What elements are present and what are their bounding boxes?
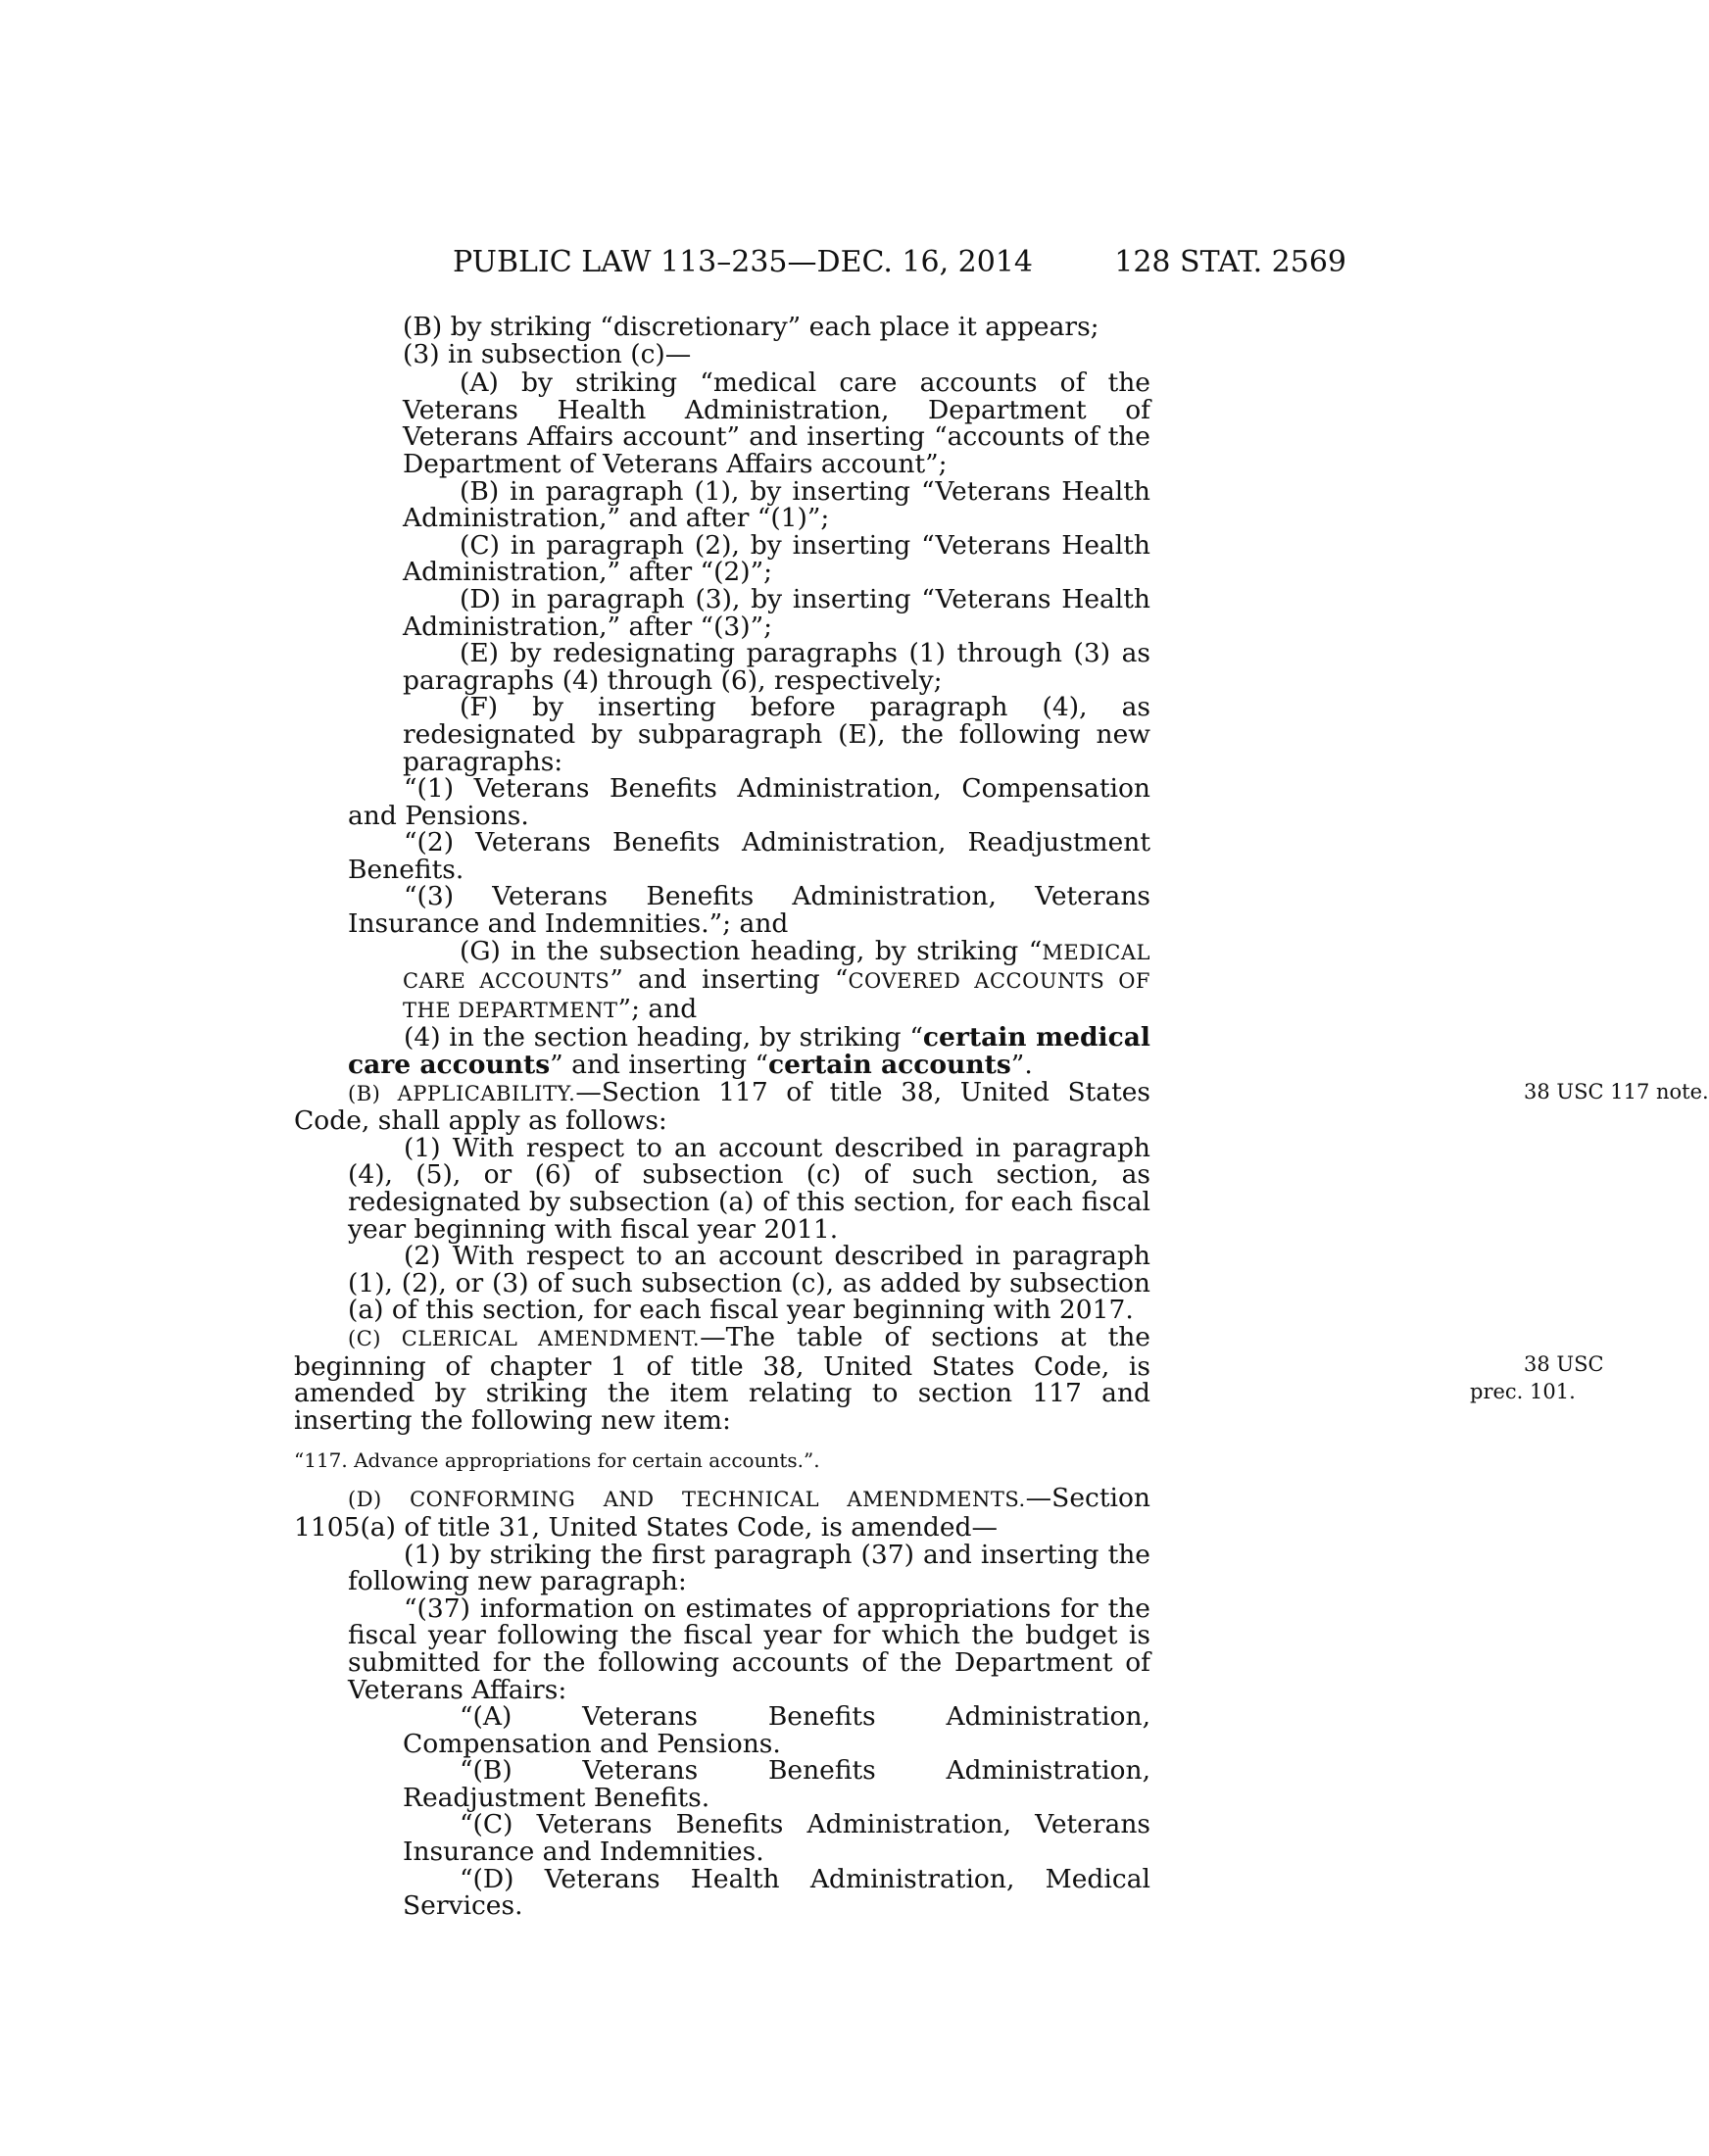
paragraph: “(C) Veterans Benefits Administration, Veterans Insurance and Indemnities. xyxy=(403,1809,1150,1868)
paragraph: (C) in paragraph (2), by inserting “Veterans Health Administration,” after “(2)”; xyxy=(403,529,1150,588)
paragraph: “(2) Veterans Benefits Administration, Readjustment Benefits. xyxy=(348,827,1150,885)
paragraph: (B) APPLICABILITY.—Section 117 of title 38, United States Code, shall apply as follows: 38 USC 117 note. xyxy=(294,1076,1709,1137)
small-caps-text: MEDICAL CARE ACCOUNTS xyxy=(403,940,1150,994)
paragraph: (4) in the section heading, by striking “certain medical care accounts” and inserting “certain accounts”. xyxy=(348,1022,1150,1081)
paragraph: (1) by striking the first paragraph (37) and inserting the following new paragraph: xyxy=(348,1539,1150,1597)
bold-text: certain accounts xyxy=(768,1050,1011,1081)
paragraph: “(D) Veterans Health Administration, Medical Services. xyxy=(403,1863,1150,1922)
paragraph: (B) in paragraph (1), by inserting “Veterans Health Administration,” and after “(1)”; xyxy=(403,475,1150,534)
paragraph: “(3) Veterans Benefits Administration, Veterans Insurance and Indemnities.”; and xyxy=(348,881,1150,940)
paragraph: (A) by striking “medical care accounts of the Veterans Health Administration, Department of Veterans Affairs account” and inserting “accounts of the Department of Veterans Affairs account”; xyxy=(403,368,1150,479)
paragraph: (2) With respect to an account described in paragraph (1), (2), or (3) of such subsection (c), as added by subsection (a) of this section, for each fiscal year beginning with 2017. xyxy=(348,1241,1150,1326)
paragraph: (1) With respect to an account described in paragraph (4), (5), or (6) of subsection (c) of such section, as redesignated by subsection (a) of this section, for each fiscal year beginning with fiscal year 2011. xyxy=(348,1132,1150,1245)
small-caps-text: COVERED ACCOUNTS OF THE DEPARTMENT xyxy=(403,969,1150,1022)
paragraph: (C) CLERICAL AMENDMENT.—The table of sections at the beginning of chapter 1 of title 38, United States Code, is amended by striking the item relating to section 117 and inserting the following new item: 38 USC prec. 101. xyxy=(294,1321,1604,1436)
paragraph: (D) CONFORMING AND TECHNICAL AMENDMENTS.—Section 1105(a) of title 31, United States Code, is amended— xyxy=(294,1483,1150,1543)
subsection-heading: (D) CONFORMING AND TECHNICAL AMENDMENTS. xyxy=(348,1488,1026,1512)
margin-note: 38 USC prec. 101. xyxy=(1470,1351,1604,1403)
running-header-left: PUBLIC LAW 113–235—DEC. 16, 2014 xyxy=(453,245,1034,279)
paragraph: (3) in subsection (c)— xyxy=(403,338,692,369)
paragraph: “(1) Veterans Benefits Administration, Compensation and Pensions. xyxy=(348,773,1150,831)
paragraph: “(A) Veterans Benefits Administration, Compensation and Pensions. xyxy=(403,1701,1150,1759)
subsection-heading: (C) CLERICAL AMENDMENT. xyxy=(348,1326,701,1350)
paragraph: (D) in paragraph (3), by inserting “Veterans Health Administration,” after “(3)”; xyxy=(403,583,1150,642)
paragraph: “(B) Veterans Benefits Administration, Readjustment Benefits. xyxy=(403,1755,1150,1813)
paragraph: (F) by inserting before paragraph (4), as redesignated by subparagraph (E), the following new paragraphs: xyxy=(403,692,1150,777)
margin-note: 38 USC 117 note. xyxy=(1524,1079,1709,1103)
paragraph: (G) in the subsection heading, by striking “MEDICAL CARE ACCOUNTS” and inserting “COVERED ACCOUNTS OF THE DEPARTMENT”; and xyxy=(403,935,1150,1024)
subsection-heading: (B) APPLICABILITY. xyxy=(348,1081,576,1105)
page-number-header: 128 STAT. 2569 xyxy=(1114,245,1346,279)
paragraph: (B) by striking “discretionary” each place it appears; xyxy=(403,312,1099,342)
paragraph: “(37) information on estimates of appropriations for the fiscal year following the fiscal year for which the budget is submitted for the following accounts of the Department of Veterans Affairs: xyxy=(348,1592,1150,1705)
bold-text: certain medical care accounts xyxy=(348,1022,1150,1081)
table-of-sections-item: “117. Advance appropriations for certain accounts.”. xyxy=(294,1448,820,1473)
paragraph: (E) by redesignating paragraphs (1) through (3) as paragraphs (4) through (6), respectively; xyxy=(403,638,1150,696)
document-body xyxy=(0,312,1709,1922)
